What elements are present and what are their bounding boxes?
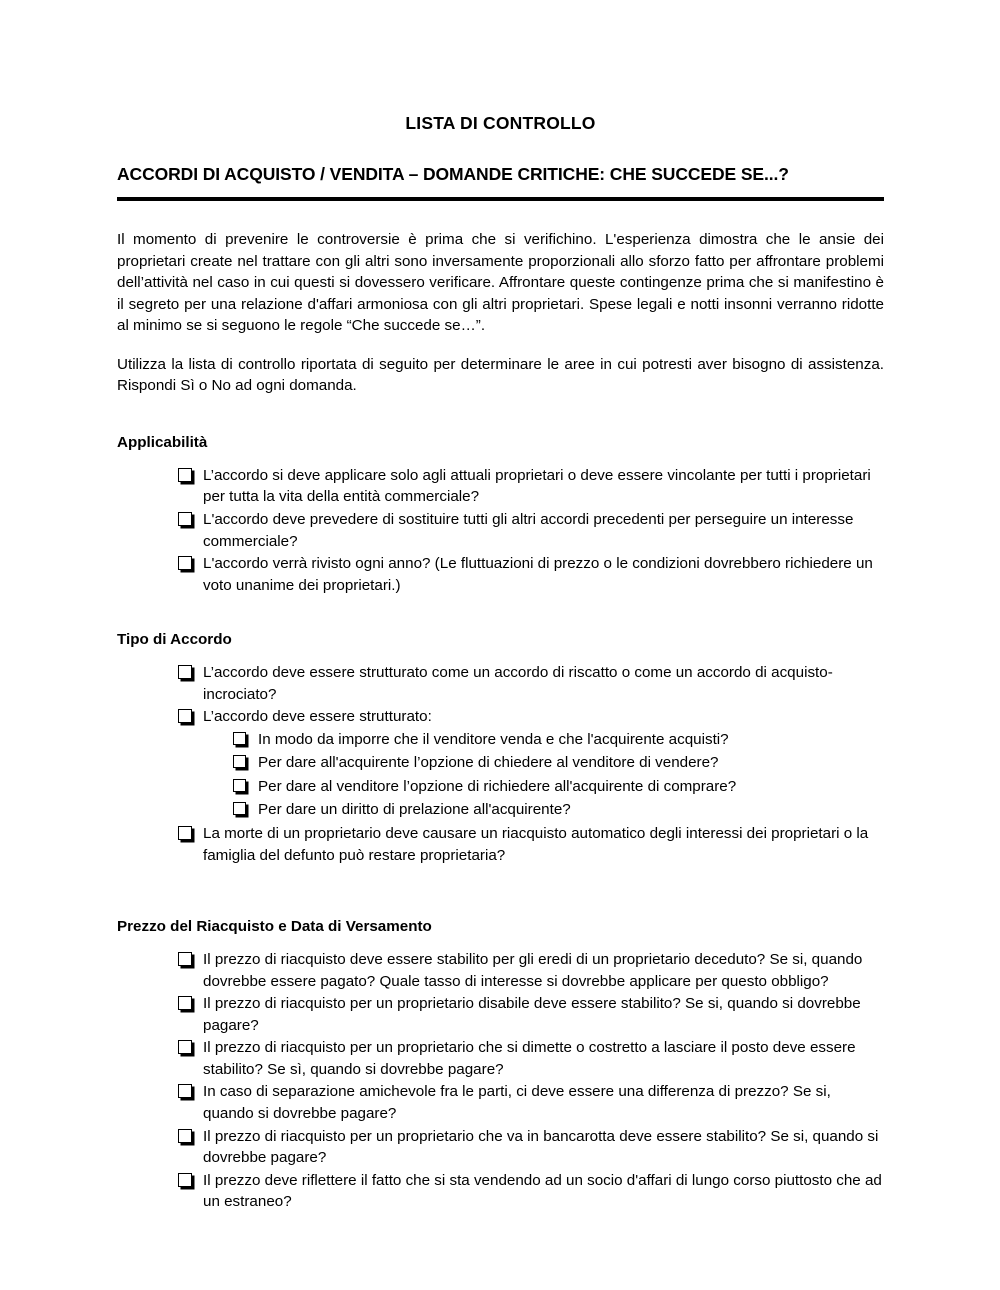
checkbox-icon[interactable]	[178, 1173, 192, 1187]
checkbox-icon[interactable]	[233, 802, 246, 815]
section-heading: Prezzo del Riacquisto e Data di Versamento	[117, 918, 432, 936]
checklist-subitem[interactable]	[233, 752, 884, 774]
checklist	[117, 650, 884, 866]
checkbox-icon[interactable]	[178, 709, 192, 723]
checklist-item-label: L'accordo deve prevedere di sostituire tutti gli altri accordi precedenti per perseguire un interesse commerciale?	[203, 510, 854, 550]
checklist-item-label: L’accordo deve essere strutturato:	[203, 708, 432, 726]
checkbox-icon[interactable]	[178, 952, 192, 966]
checklist-item[interactable]	[178, 823, 884, 866]
checklist-subitem[interactable]	[233, 729, 884, 751]
checklist	[117, 937, 884, 1213]
checkbox-icon[interactable]	[233, 755, 246, 768]
checkbox-icon[interactable]	[178, 996, 192, 1010]
checklist-item-label: Il prezzo di riacquisto per un proprietario disabile deve essere stabilito? Se si, quando si dovrebbe pagare?	[203, 995, 861, 1034]
document-subtitle: ACCORDI DI ACQUISTO / VENDITA – DOMANDE CRITICHE: CHE SUCCEDE SE...?	[117, 164, 789, 184]
checklist-item-label: L'accordo verrà rivisto ogni anno? (Le fluttuazioni di prezzo o le condizioni dovrebbero richiedere un voto unanime dei proprietari.)	[203, 555, 873, 594]
checkbox-icon[interactable]	[233, 732, 246, 745]
checkbox-icon[interactable]	[178, 1129, 192, 1143]
checklist-subitem-label: Per dare un diritto di prelazione all'acquirente?	[258, 801, 571, 819]
checkbox-icon[interactable]	[178, 665, 192, 679]
checklist-item[interactable]	[178, 465, 884, 508]
checklist-subitem[interactable]	[233, 799, 884, 821]
checkbox-icon[interactable]	[178, 826, 192, 840]
checklist-subitem[interactable]	[233, 776, 884, 798]
checkbox-icon[interactable]	[178, 1040, 192, 1054]
checklist-item-label: Il prezzo di riacquisto deve essere stabilito per gli eredi di un proprietario deceduto? Se si, quando dovrebbe essere pagato? Quale tasso di interesse si dovrebbe applicare per questo obbligo?	[203, 950, 863, 990]
document-content	[117, 0, 884, 1214]
checklist-item-label: Il prezzo di riacquisto per un proprietario che si dimette o costretto a lasciare il posto deve essere stabilito? Se sì, quando si dovrebbe pagare?	[203, 1039, 856, 1078]
intro-paragraph-1: Il momento di prevenire le controversie è prima che si verifichino. L'esperienza dimostra che le ansie dei proprietari create nel trattare con gli altri sono inversamente proporzionali allo sforzo fatto per affrontare problemi dell’attività nel caso in cui questi si dovessero verificare. Affrontare queste contingenze prima che si manifestino è il segreto per una relazione d'affari armoniosa con gli altri proprietari. Spese legali e notti insonni verranno ridotte al minimo se si seguono le regole “Che succede se…”.	[117, 231, 884, 335]
checklist-item[interactable]	[178, 1170, 884, 1213]
checklist-item-label: La morte di un proprietario deve causare un riacquisto automatico degli interessi dei proprietari o la famiglia del defunto può restare proprietaria?	[203, 825, 869, 864]
checkbox-icon[interactable]	[233, 779, 246, 792]
checklist-subitem-label: Per dare al venditore l’opzione di richiedere all'acquirente di comprare?	[258, 777, 737, 795]
checklist-item[interactable]	[178, 949, 884, 992]
intro-paragraph-2: Utilizza la lista di controllo riportata di seguito per determinare le aree in cui potresti aver bisogno di assistenza. Rispondi Sì o No ad ogni domanda.	[117, 355, 884, 395]
checklist-item[interactable]	[178, 509, 884, 552]
checklist-item[interactable]	[178, 1037, 884, 1080]
checklist-sublist	[203, 728, 884, 821]
checklist-item-label: L’accordo si deve applicare solo agli attuali proprietari o deve essere vincolante per tutti i proprietari per tutta la vita della entità commerciale?	[203, 466, 871, 506]
checklist-item[interactable]	[178, 553, 884, 596]
checklist-item[interactable]	[178, 662, 884, 705]
checklist-subitem-label: Per dare all'acquirente l’opzione di chiedere al venditore di vendere?	[258, 754, 719, 772]
checklist-item[interactable]	[178, 706, 884, 821]
checklist-item[interactable]	[178, 1081, 884, 1124]
checklist-item-label: In caso di separazione amichevole fra le parti, ci deve essere una differenza di prezzo? Se si, quando si dovrebbe pagare?	[203, 1083, 831, 1123]
section-heading: Tipo di Accordo	[117, 631, 232, 649]
checklist-sections	[117, 397, 884, 1213]
checkbox-icon[interactable]	[178, 556, 192, 570]
checklist-item-label: Il prezzo deve riflettere il fatto che si sta vendendo ad un socio d'affari di lungo corso piuttosto che ad un estraneo?	[203, 1171, 882, 1211]
checkbox-icon[interactable]	[178, 512, 192, 526]
title-divider	[117, 197, 884, 201]
checklist-item-label: Il prezzo di riacquisto per un proprietario che va in bancarotta deve essere stabilito? Se si, quando si dovrebbe pagare?	[203, 1127, 879, 1167]
checklist-item[interactable]	[178, 1126, 884, 1169]
checklist-subitem-label: In modo da imporre che il venditore venda e che l'acquirente acquisti?	[258, 730, 729, 748]
page-title: LISTA DI CONTROLLO	[405, 113, 596, 133]
checklist	[117, 453, 884, 596]
checklist-item-label: L’accordo deve essere strutturato come un accordo di riscatto o come un accordo di acquisto-incrociato?	[203, 664, 833, 703]
section-heading: Applicabilità	[117, 434, 208, 452]
checklist-item[interactable]	[178, 993, 884, 1036]
checkbox-icon[interactable]	[178, 468, 192, 482]
checkbox-icon[interactable]	[178, 1084, 192, 1098]
